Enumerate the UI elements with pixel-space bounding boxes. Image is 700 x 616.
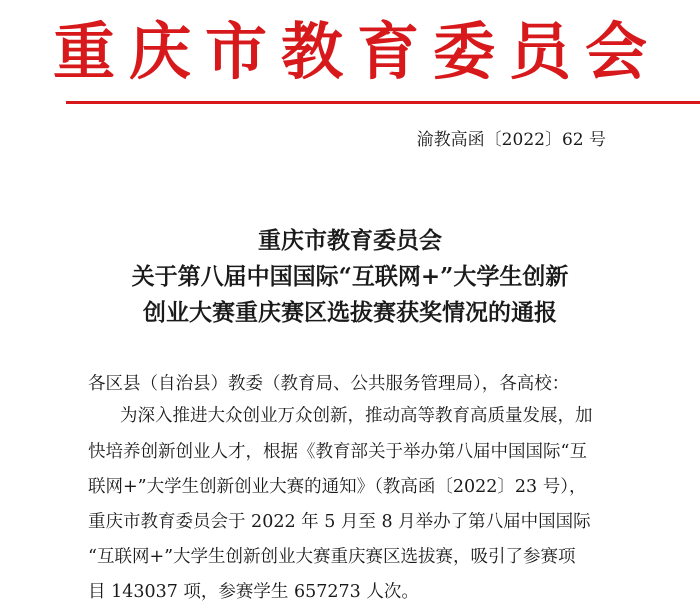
body-line-6: 目 143037 项，参赛学生 657273 人次。 <box>88 582 419 602</box>
body-line-5: “互联网+”大学生创新创业大赛重庆赛区选拔赛，吸引了参赛项 <box>88 547 576 567</box>
notice-title-line-3: 创业大赛重庆赛区选拔赛获奖情况的通报 <box>143 299 557 326</box>
body-line-2: 快培养创新创业人才，根据《教育部关于举办第八届中国国际“互 <box>88 442 587 462</box>
body-line-4: 重庆市教育委员会于 2022 年 5 月至 8 月举办了第八届中国国际 <box>88 512 591 532</box>
body-line-1: 为深入推进大众创业万众创新，推动高等教育高质量发展，加 <box>120 406 593 426</box>
salutation: 各区县（自治县）教委（教育局、公共服务管理局），各高校： <box>88 374 570 394</box>
document-number: 渝教高函〔2022〕62 号 <box>416 130 606 150</box>
notice-title-line-1: 重庆市教育委员会 <box>258 227 442 254</box>
notice-title-line-2: 关于第八届中国国际“互联网+”大学生创新 <box>131 263 569 290</box>
masthead-title: 重庆市教育委员会 <box>52 15 661 88</box>
body-line-3: 联网+”大学生创新创业大赛的通知》（教高函〔2022〕23 号）， <box>88 477 587 497</box>
red-divider-line <box>66 101 700 104</box>
